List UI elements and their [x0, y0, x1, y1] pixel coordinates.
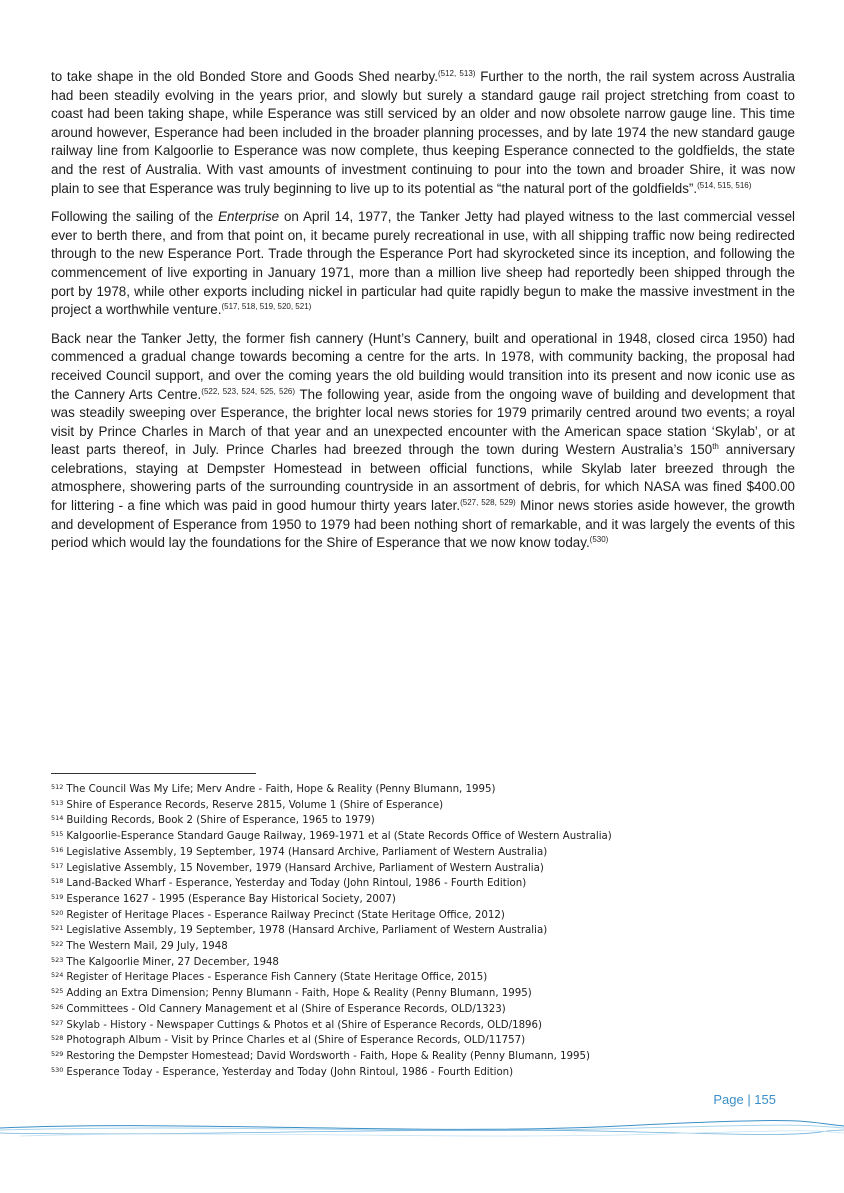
footnote-number: 519 [51, 892, 64, 901]
footnote-item [51, 986, 795, 1002]
footnote-item [51, 1033, 795, 1049]
footnote-number: 524 [51, 971, 64, 980]
footnote-item [51, 845, 795, 861]
footnote-text: Skylab - History - Newspaper Cuttings & Photos et al (Shire of Esperance Records, OLD/1896) [66, 1019, 542, 1031]
footnote-text: The Council Was My Life; Merv Andre - Faith, Hope & Reality (Penny Blumann, 1995) [66, 784, 496, 795]
footnote-number: 527 [51, 1018, 64, 1027]
footnote-number: 522 [51, 940, 64, 949]
footnote-text: Committees - Old Cannery Management et al (Shire of Esperance Records, OLD/1323) [66, 1003, 506, 1015]
citation-reference: (522, 523, 524, 525, 526) [201, 386, 296, 396]
citation-reference: (530) [589, 535, 609, 545]
text-run: to take shape in the old Bonded Store and Goods Shed nearby. [51, 69, 438, 84]
footnote-item [51, 908, 795, 924]
footnote-text: Land-Backed Wharf - Esperance, Yesterday and Today (John Rintoul, 1986 - Fourth Edition) [66, 878, 527, 890]
footnote-item [51, 861, 795, 877]
footnote-number: 518 [51, 877, 64, 886]
footnote-item [51, 970, 795, 986]
footnote-number: 520 [51, 908, 64, 917]
text-run: Following the sailing of the [51, 209, 219, 225]
footnote-text: Register of Heritage Places - Esperance Railway Precinct (State Heritage Office, 2012) [66, 909, 505, 921]
footnote-number: 513 [51, 798, 64, 807]
footnote-text: Esperance Today - Esperance, Yesterday and Today (John Rintoul, 1986 - Fourth Edition) [66, 1066, 514, 1078]
footnote-item [51, 813, 795, 829]
footnote-item [51, 939, 795, 955]
footnotes [51, 782, 795, 1080]
paragraph [51, 330, 795, 553]
citation-reference: th [712, 442, 719, 452]
citation-reference: (514, 515, 516) [697, 180, 752, 190]
citation-reference: (512, 513) [437, 69, 476, 78]
footnote-separator [51, 773, 256, 774]
footnote-number: 526 [51, 1002, 64, 1011]
italic-text: Enterprise [218, 209, 280, 225]
footnote-number: 530 [51, 1065, 64, 1074]
footnote-text: Legislative Assembly, 19 September, 1978 (Hansard Archive, Parliament of Western Australia) [66, 925, 548, 937]
footnote-item [51, 1002, 795, 1018]
footnote-text: Photograph Album - Visit by Prince Charles et al (Shire of Esperance Records, OLD/11757) [66, 1035, 526, 1047]
footnote-text: Adding an Extra Dimension; Penny Blumann - Faith, Hope & Reality (Penny Blumann, 1995) [66, 988, 532, 1000]
footnote-text: Esperance 1627 - 1995 (Esperance Bay Historical Society, 2007) [66, 893, 396, 905]
footnote-number: 525 [51, 987, 64, 996]
footnote-text: The Kalgoorlie Miner, 27 December, 1948 [66, 956, 279, 968]
footnote-item [51, 1049, 795, 1065]
citation-reference: (517, 518, 519, 520, 521) [221, 302, 312, 312]
footnote-item [51, 1018, 795, 1034]
footer-wave-decoration [0, 1110, 844, 1150]
footnote-item [51, 892, 795, 908]
footnote-text: Building Records, Book 2 (Shire of Esperance, 1965 to 1979) [66, 815, 375, 827]
text-run: Further to the north, the rail system across Australia had been steadily evolving in the years prior, and slowly but surely a standard gauge rail project stretching from coast to coast had been taking shape, while Esperance was still serviced by an older and now obsolete narrow gauge line. This time around however, Esperance had been included in the broader planning processes, and by late 1974 the new standard gauge railway line from Kalgoorlie to Esperance was now complete, thus keeping Esperance connected to the goldfields, the state and the rest of Australia. With vast amounts of investment continuing to pour into the town and broader Shire, it was now plain to see that Esperance was truly beginning to live up to its potential as “the natural port of the goldfields”. [51, 69, 795, 196]
footnote-text: Legislative Assembly, 15 November, 1979 (Hansard Archive, Parliament of Western Australia) [66, 862, 544, 874]
footnote-number: 517 [51, 861, 64, 870]
footnote-number: 521 [51, 924, 64, 933]
footnote-number: 512 [51, 783, 64, 791]
footnote-number: 529 [51, 1049, 64, 1058]
footnote-item [51, 782, 795, 798]
text-run: on April 14, 1977, the Tanker Jetty had played witness to the last commercial vessel ever to berth there, and from that point on, it became purely recreational in use, with all shipping traffic now being redirected through to the new Esperance Port. Trade through the Esperance Port had skyrocketed since its inception, and following the commencement of live exporting in January 1971, more than a million live sheep had reportedly been shipped through the port by 1978, while other exports including nickel in particular had quite rapidly begun to make the massive investment in the project a worthwhile venture. [51, 209, 795, 318]
footnote-text: Kalgoorlie-Esperance Standard Gauge Railway, 1969-1971 et al (State Records Office of Western Australia) [66, 831, 612, 843]
footnote-item [51, 923, 795, 939]
paragraph [51, 208, 795, 320]
footnote-number: 516 [51, 845, 64, 854]
page-number: Page | 155 [713, 1092, 776, 1107]
paragraph [51, 68, 795, 198]
footnote-item [51, 876, 795, 892]
citation-reference: (527, 528, 529) [460, 498, 516, 508]
text-run: anniversary celebrations, staying at Dempster Homestead in between official functions, while Skylab later breezed through the atmosphere, showering parts of the surrounding countryside in an assortment of debris, for which NASA was fined $400.00 for littering - a fine which was paid in good humour thirty years later. [51, 442, 796, 514]
footnote-item [51, 829, 795, 845]
footnote-text: Legislative Assembly, 19 September, 1974 (Hansard Archive, Parliament of Western Australia) [66, 846, 548, 858]
footnote-item [51, 798, 795, 814]
footnote-number: 515 [51, 830, 64, 839]
footnote-number: 523 [51, 955, 64, 964]
text-run: Back near the Tanker Jetty, the former fish cannery (Hunt’s Cannery, built and operational in 1948, closed circa 1950) had commenced a gradual change towards becoming a centre for the arts. In 1978, with community backing, the proposal had received Council support, and over the coming years the old building would transition into its present and now iconic use as the Cannery Arts Centre. [51, 330, 795, 402]
footnote-number: 528 [51, 1034, 64, 1043]
text-run: The following year, aside from the ongoing wave of building and development that was steadily sweeping over Esperance, the brighter local news stories for 1979 primarily centred around two events; a royal visit by Prince Charles in March of that year and an unexpected encounter with the American space station ‘Skylab’, or at least parts thereof, in July. Prince Charles had breezed through the town during Western Australia’s 150 [51, 386, 795, 458]
text-run: Minor news stories aside however, the growth and development of Esperance from 1950 to 1979 had been nothing short of remarkable, and it was largely the events of this period which would lay the foundations for the Shire of Esperance that we now know today. [51, 498, 796, 551]
body-text [51, 68, 795, 563]
footnote-number: 514 [51, 814, 64, 823]
footnote-text: Shire of Esperance Records, Reserve 2815, Volume 1 (Shire of Esperance) [66, 799, 444, 811]
footnote-text: Restoring the Dempster Homestead; David Wordsworth - Faith, Hope & Reality (Penny Blumann, 1995) [66, 1050, 590, 1062]
footnote-item [51, 955, 795, 971]
footnote-text: Register of Heritage Places - Esperance Fish Cannery (State Heritage Office, 2015) [66, 972, 488, 984]
footnote-text: The Western Mail, 29 July, 1948 [66, 941, 228, 953]
footnote-item [51, 1065, 795, 1081]
